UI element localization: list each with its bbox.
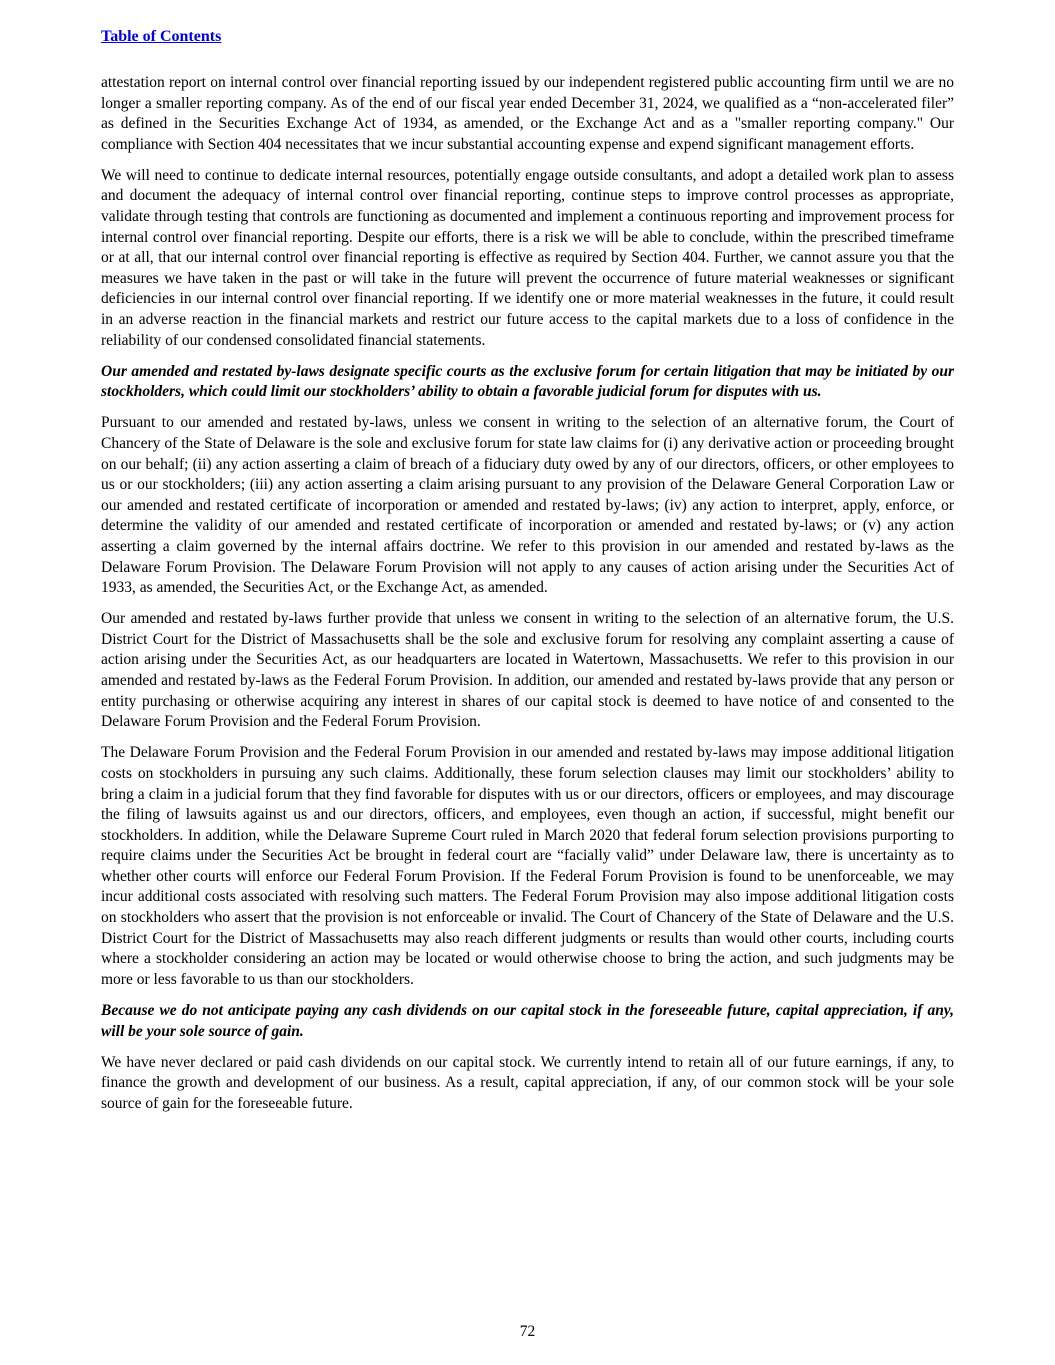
paragraph-federal-forum: Our amended and restated by-laws further provide that unless we consent in writing to the selection of an alternative forum, the U.S. District Court for the District of Massachusetts shall be the sole and exclusive forum for resolving any complaint asserting a cause of action arising under the Securities Act, as our headquarters are located in Watertown, Massachusetts. We refer to this provision in our amended and restated by-laws as the Federal Forum Provision. In addition, our amended and restated by-laws provide that any person or entity purchasing or otherwise acquiring any interest in shares of our capital stock is deemed to have notice of and consented to the Delaware Forum Provision and the Federal Forum Provision.: [101, 610, 954, 731]
paragraph-attestation-report: attestation report on internal control over financial reporting issued by our independent registered public accounting firm until we are no longer a smaller reporting company. As of the end of our fiscal year ended December 31, 2024, we qualified as a “non-accelerated filer” as defined in the Securities Exchange Act of 1934, as amended, or the Exchange Act and as a "smaller reporting company." Our compliance with Section 404 necessitates that we incur substantial accounting expense and expend significant management efforts.: [101, 74, 954, 153]
table-of-contents-link[interactable]: Table of Contents: [101, 28, 222, 45]
paragraph-dividends: We have never declared or paid cash dividends on our capital stock. We currently intend to retain all of our future earnings, if any, to finance the growth and development of our business. As a result, capital appreciation, if any, of our common stock will be your sole source of gain for the foreseeable future.: [101, 1053, 954, 1112]
risk-heading-exclusive-forum: Our amended and restated by-laws designate specific courts as the exclusive forum for certain litigation that may be initiated by our stockholders, which could limit our stockholders’ ability to obtain a favorable judicial forum for disputes with us.: [101, 362, 954, 401]
risk-heading-dividends: Because we do not anticipate paying any cash dividends on our capital stock in the foreseeable future, capital appreciation, if any, will be your sole source of gain.: [101, 1001, 954, 1040]
paragraph-internal-resources: We will need to continue to dedicate internal resources, potentially engage outside consultants, and adopt a detailed work plan to assess and document the adequacy of internal control over financial reporting, continue steps to improve control processes as appropriate, validate through testing that controls are functioning as documented and implement a continuous reporting and improvement process for internal control over financial reporting. Despite our efforts, there is a risk we will be able to conclude, within the prescribed timeframe or at all, that our internal control over financial reporting is effective as required by Section 404. Further, we cannot assure you that the measures we have taken in the past or will take in the future will prevent the occurrence of future material weaknesses or significant deficiencies in our internal control over financial reporting. If we identify one or more material weaknesses in the future, it could result in an adverse reaction in the financial markets and restrict our future access to the capital markets due to a loss of confidence in the reliability of our condensed consolidated financial statements.: [101, 166, 954, 349]
document-body: [101, 73, 954, 1125]
page-number: 72: [519, 1323, 536, 1340]
paragraph-forum-costs: The Delaware Forum Provision and the Federal Forum Provision in our amended and restated by-laws may impose additional litigation costs on stockholders in pursuing any such claims. Additionally, these forum selection clauses may limit our stockholders’ ability to bring a claim in a judicial forum that they find favorable for disputes with us or our directors, officers or employees, and may discourage the filing of lawsuits against us and our directors, officers, and employees, even though an action, if successful, might benefit our stockholders. In addition, while the Delaware Supreme Court ruled in March 2020 that federal forum selection provisions purporting to require claims under the Securities Act be brought in federal court are “facially valid” under Delaware law, there is uncertainty as to whether other courts will enforce our Federal Forum Provision. If the Federal Forum Provision is found to be unenforceable, we may incur additional costs associated with resolving such matters. The Federal Forum Provision may also impose additional litigation costs on stockholders who assert that the provision is not enforceable or invalid. The Court of Chancery of the State of Delaware and the U.S. District Court for the District of Massachusetts may also reach different judgments or results than would other courts, including courts where a stockholder considering an action may be located or would otherwise choose to bring the action, and such judgments may be more or less favorable to us than our stockholders.: [101, 744, 954, 988]
paragraph-delaware-forum: Pursuant to our amended and restated by-laws, unless we consent in writing to the selection of an alternative forum, the Court of Chancery of the State of Delaware is the sole and exclusive forum for state law claims for (i) any derivative action or proceeding brought on our behalf; (ii) any action asserting a claim of breach of a fiduciary duty owed by any of our directors, officers, or other employees to us or our stockholders; (iii) any action asserting a claim arising pursuant to any provision of the Delaware General Corporation Law or our amended and restated certificate of incorporation or amended and restated by-laws; (iv) any action to interpret, apply, enforce, or determine the validity of our amended and restated certificate of incorporation or amended and restated by-laws; or (v) any action asserting a claim governed by the internal affairs doctrine. We refer to this provision in our amended and restated by-laws as the Delaware Forum Provision. The Delaware Forum Provision will not apply to any causes of action arising under the Securities Act of 1933, as amended, the Securities Act, or the Exchange Act, as amended.: [101, 414, 954, 597]
